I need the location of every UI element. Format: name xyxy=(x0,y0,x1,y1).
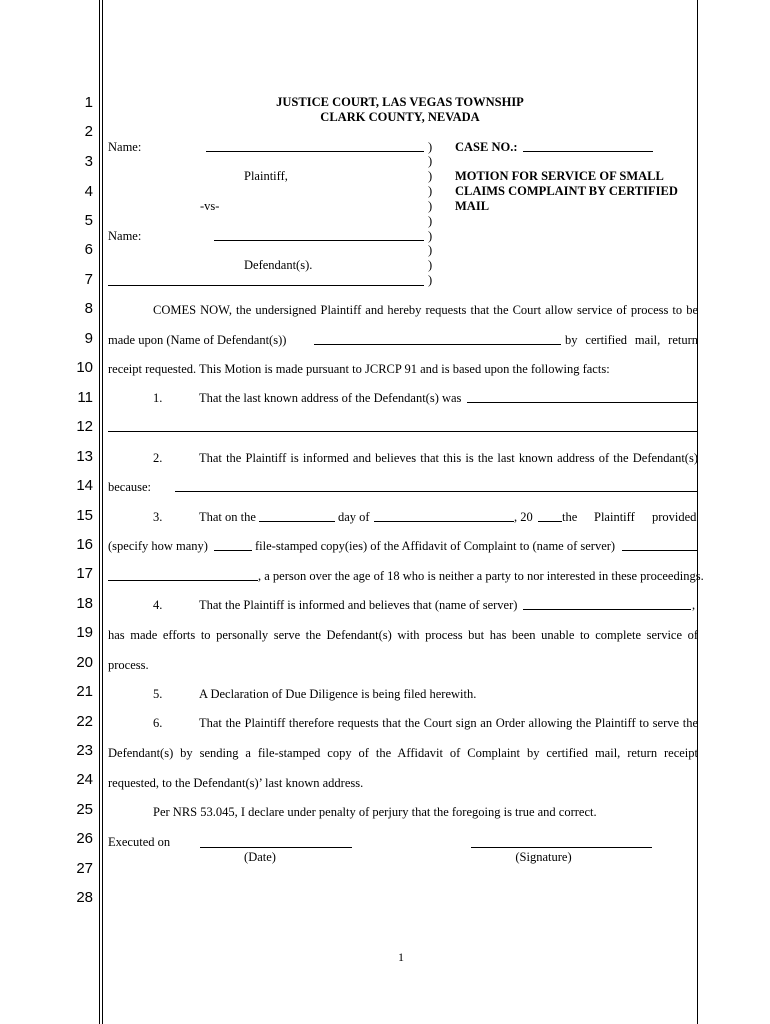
left-margin-rule-outer xyxy=(99,0,100,1024)
plaintiff-label: Plaintiff, xyxy=(244,169,288,183)
left-margin-rule-inner xyxy=(102,0,103,1024)
item-3-that-on-the: That on the xyxy=(199,510,256,524)
month-field[interactable] xyxy=(374,521,514,522)
item-3-specify-how-many: (specify how many) xyxy=(108,539,208,553)
case-no-field[interactable] xyxy=(523,151,653,152)
line-number: 11 xyxy=(77,389,93,406)
caption-paren: ) xyxy=(428,229,433,243)
year-field[interactable] xyxy=(538,521,562,522)
county-name: CLARK COUNTY, NEVADA xyxy=(320,110,480,124)
item-3-line-3: , a person over the age of 18 who is neither a party to nor interested in these proceedings. xyxy=(258,569,704,583)
day-field[interactable] xyxy=(259,521,335,522)
plaintiff-name-field[interactable] xyxy=(206,151,424,152)
because-field[interactable] xyxy=(175,491,697,492)
line-number: 21 xyxy=(76,683,93,700)
date-label: (Date) xyxy=(244,850,276,864)
copies-count-field[interactable] xyxy=(214,550,252,551)
caption-paren: ) xyxy=(428,199,433,213)
defendant-name-blank[interactable] xyxy=(314,344,561,345)
item-4-comma: , xyxy=(692,598,696,612)
plaintiff-name-label: Name: xyxy=(108,140,142,154)
motion-title-line-2: CLAIMS COMPLAINT BY CERTIFIED xyxy=(455,184,678,198)
item-2-text: That the Plaintiff is informed and believes that this is the last known address of the Defendant(s) xyxy=(199,451,698,465)
line-number: 12 xyxy=(76,418,93,435)
motion-title-line-1: MOTION FOR SERVICE OF SMALL xyxy=(455,169,664,183)
right-margin-rule xyxy=(697,0,698,1024)
item-5-text: A Declaration of Due Diligence is being filed herewith. xyxy=(199,687,477,701)
server-name-field[interactable] xyxy=(622,550,697,551)
line-number: 25 xyxy=(76,801,93,818)
date-field[interactable] xyxy=(200,847,352,848)
line-number: 6 xyxy=(84,241,93,258)
line-number: 7 xyxy=(84,271,93,288)
line-number: 20 xyxy=(76,654,93,671)
item-1-number: 1. xyxy=(153,391,163,405)
caption-bottom-rule xyxy=(108,285,424,286)
line-number: 28 xyxy=(76,889,93,906)
server-name-field-2[interactable] xyxy=(108,580,258,581)
caption-paren: ) xyxy=(428,214,433,228)
last-known-address-field[interactable] xyxy=(467,402,697,403)
line-number: 22 xyxy=(76,713,93,730)
server-name-field-3[interactable] xyxy=(523,609,691,610)
caption-paren: ) xyxy=(428,273,433,287)
line-number: 2 xyxy=(84,123,93,140)
line-number: 26 xyxy=(76,830,93,847)
intro-line-2a: made upon (Name of Defendant(s)) xyxy=(108,333,287,347)
item-4-text: That the Plaintiff is informed and believes that (name of server) xyxy=(199,598,518,612)
line-number: 14 xyxy=(76,477,93,494)
caption-paren: ) xyxy=(428,154,433,168)
vs-label: -vs- xyxy=(200,199,220,213)
defendant-label: Defendant(s). xyxy=(244,258,313,272)
item-3-provided: provided xyxy=(652,510,697,524)
last-known-address-field-2[interactable] xyxy=(108,431,697,432)
court-name: JUSTICE COURT, LAS VEGAS TOWNSHIP xyxy=(276,95,524,109)
line-number: 19 xyxy=(76,624,93,641)
item-4-line-2: has made efforts to personally serve the Defendant(s) with process but has been unable to complete service of xyxy=(108,628,698,642)
line-number: 18 xyxy=(76,595,93,612)
line-number: 9 xyxy=(84,330,93,347)
item-3-year-prefix: , 20 xyxy=(514,510,533,524)
item-2-number: 2. xyxy=(153,451,163,465)
line-number: 1 xyxy=(84,94,93,111)
caption-paren: ) xyxy=(428,169,433,183)
line-number: 15 xyxy=(76,507,93,524)
item-5-number: 5. xyxy=(153,687,163,701)
line-number: 13 xyxy=(76,448,93,465)
page-number: 1 xyxy=(398,950,404,964)
caption-paren: ) xyxy=(428,243,433,257)
case-no-label: CASE NO.: xyxy=(455,140,518,154)
caption-paren: ) xyxy=(428,184,433,198)
intro-line-1: COMES NOW, the undersigned Plaintiff and hereby requests that the Court allow service of process to be xyxy=(153,303,698,317)
item-3-plaintiff: Plaintiff xyxy=(594,510,635,524)
item-3-day-of: day of xyxy=(338,510,370,524)
item-6-text: That the Plaintiff therefore requests that the Court sign an Order allowing the Plaintiff to serve the xyxy=(199,716,698,730)
line-number: 27 xyxy=(76,860,93,877)
item-6-line-3: requested, to the Defendant(s)’ last known address. xyxy=(108,776,364,790)
line-number: 17 xyxy=(76,565,93,582)
declaration: Per NRS 53.045, I declare under penalty of perjury that the foregoing is true and correct. xyxy=(153,805,597,819)
item-6-line-2: Defendant(s) by sending a file-stamped copy of the Affidavit of Complaint by certified mail, return receipt xyxy=(108,746,698,760)
line-number: 3 xyxy=(84,153,93,170)
line-number: 4 xyxy=(84,183,93,200)
line-number: 16 xyxy=(76,536,93,553)
signature-label: (Signature) xyxy=(515,850,572,864)
line-number: 23 xyxy=(76,742,93,759)
motion-title-line-3: MAIL xyxy=(455,199,490,213)
signature-field[interactable] xyxy=(471,847,652,848)
item-4-line-3: process. xyxy=(108,658,149,672)
item-4-number: 4. xyxy=(153,598,163,612)
because-label: because: xyxy=(108,480,152,494)
intro-line-2b: by certified mail, return xyxy=(565,333,698,347)
executed-on-label: Executed on xyxy=(108,835,171,849)
caption-paren: ) xyxy=(428,258,433,272)
line-number: 10 xyxy=(76,359,93,376)
item-3-the: the xyxy=(562,510,578,524)
line-number: 24 xyxy=(76,771,93,788)
defendant-name-label: Name: xyxy=(108,229,142,243)
line-number: 8 xyxy=(84,300,93,317)
defendant-name-field[interactable] xyxy=(214,240,424,241)
item-1-text: That the last known address of the Defendant(s) was xyxy=(199,391,462,405)
caption-paren: ) xyxy=(428,140,433,154)
item-6-number: 6. xyxy=(153,716,163,730)
item-3-number: 3. xyxy=(153,510,163,524)
line-number: 5 xyxy=(84,212,93,229)
item-3-line-2: file-stamped copy(ies) of the Affidavit of Complaint to (name of server) xyxy=(255,539,616,553)
intro-line-3: receipt requested. This Motion is made pursuant to JCRCP 91 and is based upon the following facts: xyxy=(108,362,610,376)
